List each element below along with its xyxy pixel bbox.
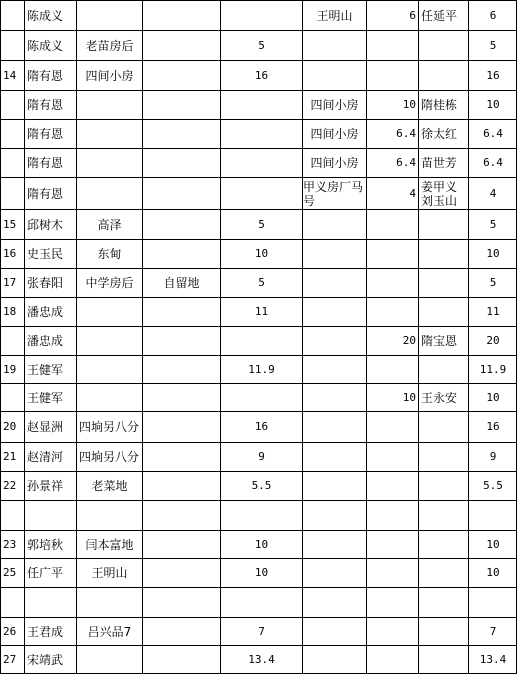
cell-area (221, 1, 302, 30)
cell-to-loc: 四间小房 (310, 98, 359, 112)
cell-note (143, 120, 220, 148)
cell-name: 隋有恩 (27, 98, 64, 112)
cell-note (143, 210, 220, 239)
cell-note (143, 149, 220, 177)
cell-total (469, 501, 517, 530)
cell-no: 20 (3, 420, 17, 433)
cell-loc: 闫本富地 (85, 537, 134, 552)
cell-to-name (419, 298, 468, 326)
cell-total: 5 (489, 217, 497, 231)
cell-loc: 东甸 (97, 247, 122, 261)
cell-to-name (419, 443, 468, 471)
cell-total: 10 (486, 247, 500, 260)
cell-name: 潘忠成 (27, 334, 64, 348)
cell-to-name (419, 412, 468, 442)
cell-note (143, 61, 220, 90)
cell-to-name (419, 646, 468, 674)
cell-to-name (419, 240, 468, 268)
cell-total: 5 (489, 38, 497, 52)
cell-area: 5 (258, 38, 265, 52)
cell-to-area (367, 412, 418, 442)
cell-area (221, 178, 302, 209)
cell-name (25, 588, 76, 617)
cell-to-name (419, 356, 468, 383)
cell-note (143, 1, 220, 30)
cell-no: 25 (3, 566, 17, 579)
cell-no: 22 (3, 479, 17, 492)
cell-to-name: 任延平 (421, 8, 458, 23)
cell-to-area (367, 31, 418, 60)
cell-total (469, 588, 517, 617)
cell-to-name (419, 531, 468, 558)
cell-to-name (419, 472, 468, 500)
cell-total: 9 (489, 450, 497, 463)
cell-to-loc (303, 384, 366, 411)
cell-loc (77, 646, 142, 674)
cell-no: 16 (3, 247, 17, 260)
cell-name: 宋靖武 (27, 653, 64, 667)
cell-note (143, 559, 220, 587)
cell-loc (77, 384, 142, 411)
cell-to-loc (303, 646, 366, 674)
cell-loc: 中学房后 (85, 276, 134, 290)
cell-loc: 高泽 (97, 217, 122, 232)
cell-area: 10 (254, 247, 269, 260)
cell-to-area (367, 61, 418, 90)
cell-to-loc (303, 443, 366, 471)
cell-area: 7 (258, 624, 265, 638)
cell-area (221, 91, 302, 119)
cell-no (1, 327, 24, 355)
cell-name: 隋有恩 (27, 127, 64, 141)
cell-no (1, 384, 24, 411)
cell-to-loc (303, 327, 366, 355)
cell-to-name (419, 31, 468, 60)
cell-note (143, 356, 220, 383)
cell-to-loc (303, 501, 366, 530)
cell-name: 陈成义 (27, 38, 64, 53)
cell-note (143, 178, 220, 209)
cell-total: 5.5 (483, 479, 503, 492)
cell-to-area (367, 210, 418, 239)
cell-loc (77, 120, 142, 148)
cell-to-loc: 四间小房 (310, 156, 359, 170)
cell-no: 19 (3, 362, 17, 376)
cell-to-loc: 四间小房 (310, 127, 359, 141)
cell-note (143, 588, 220, 617)
cell-name: 郭培秋 (27, 537, 64, 552)
cell-name: 隋有恩 (27, 186, 64, 201)
cell-no (1, 91, 24, 119)
cell-total: 10 (486, 537, 500, 551)
cell-no (1, 149, 24, 177)
cell-to-name (419, 559, 468, 587)
cell-to-name: 徐太红 (421, 127, 458, 141)
cell-to-loc (303, 269, 366, 297)
cell-to-name (419, 61, 468, 90)
cell-name: 王健军 (27, 390, 64, 405)
cell-total: 7 (489, 624, 497, 638)
cell-note (143, 240, 220, 268)
cell-loc (77, 298, 142, 326)
cell-loc: 老苗房后 (85, 38, 134, 53)
cell-to-area (367, 646, 418, 674)
cell-name: 史玉民 (27, 247, 64, 261)
cell-area: 11 (254, 305, 269, 318)
cell-name: 孙景祥 (27, 479, 64, 493)
cell-area (221, 384, 302, 411)
cell-area (221, 327, 302, 355)
cell-to-loc: 甲义房厂马号 (303, 179, 364, 208)
cell-name: 赵清河 (27, 450, 64, 464)
cell-name: 王君成 (27, 624, 64, 639)
cell-to-loc (303, 61, 366, 90)
cell-to-area (367, 559, 418, 587)
cell-total: 6 (489, 8, 497, 22)
cell-name: 张春阳 (27, 276, 64, 290)
cell-name: 潘忠成 (27, 305, 64, 319)
cell-loc (77, 91, 142, 119)
cell-to-area: 10 (402, 390, 416, 404)
cell-to-name (419, 269, 468, 297)
cell-note (143, 327, 220, 355)
cell-name: 隋有恩 (27, 68, 64, 83)
cell-no (1, 178, 24, 209)
cell-to-loc (303, 31, 366, 60)
cell-note (143, 31, 220, 60)
cell-loc: 王明山 (91, 566, 128, 580)
cell-area: 16 (254, 420, 269, 433)
cell-no: 21 (3, 450, 17, 463)
cell-to-name: 隋宝恩 (421, 334, 458, 348)
cell-to-name (419, 588, 468, 617)
cell-to-name: 隋桂栋 (421, 98, 458, 112)
cell-to-loc (303, 472, 366, 500)
cell-no (1, 120, 24, 148)
cell-loc (77, 501, 142, 530)
cell-no (1, 31, 24, 60)
cell-to-area: 6.4 (396, 156, 416, 169)
cell-to-area (367, 501, 418, 530)
cell-name (25, 501, 76, 530)
cell-note (143, 618, 220, 645)
cell-no: 17 (3, 276, 17, 289)
cell-area (221, 149, 302, 177)
cell-loc (77, 588, 142, 617)
cell-no: 23 (3, 537, 17, 551)
cell-note (143, 443, 220, 471)
cell-note (143, 501, 220, 530)
cell-to-loc (303, 356, 366, 383)
cell-name: 任广平 (27, 566, 64, 580)
cell-to-name (419, 210, 468, 239)
cell-note (143, 472, 220, 500)
cell-to-area (367, 588, 418, 617)
cell-to-area (367, 443, 418, 471)
cell-total: 6.4 (483, 127, 503, 140)
cell-total: 13.4 (479, 653, 507, 666)
cell-no: 14 (3, 68, 17, 82)
cell-note: 自留地 (163, 276, 200, 290)
cell-total: 10 (486, 98, 500, 111)
cell-total: 16 (486, 420, 500, 433)
cell-total: 4 (489, 186, 497, 200)
cell-no (1, 501, 24, 530)
cell-no: 26 (3, 624, 17, 638)
cell-no: 27 (3, 653, 17, 666)
cell-note (143, 646, 220, 674)
cell-area (221, 120, 302, 148)
cell-to-name (419, 618, 468, 645)
cell-to-area (367, 618, 418, 645)
cell-area: 13.4 (248, 653, 275, 666)
cell-to-area (367, 269, 418, 297)
cell-name: 王健军 (27, 362, 64, 377)
cell-name: 赵显洲 (27, 420, 64, 434)
cell-name: 陈成义 (27, 8, 64, 23)
cell-name: 邱树木 (27, 217, 64, 232)
cell-to-loc (303, 298, 366, 326)
cell-to-area (367, 298, 418, 326)
cell-no (1, 1, 24, 30)
cell-to-name: 苗世芳 (421, 156, 458, 170)
cell-area: 16 (254, 68, 269, 82)
cell-loc: 四垧另八分 (79, 420, 140, 434)
cell-no: 18 (3, 305, 17, 318)
cell-loc (77, 1, 142, 30)
cell-to-loc (303, 588, 366, 617)
cell-total: 20 (486, 334, 500, 347)
cell-note (143, 412, 220, 442)
cell-no: 15 (3, 217, 17, 231)
cell-to-area (367, 472, 418, 500)
cell-area: 9 (258, 450, 265, 463)
cell-loc: 四间小房 (85, 68, 134, 83)
cell-to-loc: 王明山 (316, 8, 353, 23)
cell-area: 11.9 (248, 362, 275, 376)
cell-area (221, 588, 302, 617)
cell-to-area (367, 531, 418, 558)
cell-area: 10 (254, 566, 269, 579)
cell-loc (77, 178, 142, 209)
cell-total: 11 (486, 305, 500, 318)
cell-note (143, 384, 220, 411)
cell-loc: 老菜地 (91, 479, 128, 493)
cell-area: 5.5 (251, 479, 272, 492)
cell-to-area (367, 356, 418, 383)
cell-loc: 四垧另八分 (79, 450, 140, 464)
cell-to-name: 姜甲义刘玉山 (421, 179, 458, 208)
cell-to-loc (303, 412, 366, 442)
cell-to-area: 6 (409, 8, 416, 22)
cell-loc (77, 327, 142, 355)
cell-to-area: 10 (402, 98, 416, 111)
cell-to-loc (303, 531, 366, 558)
cell-to-loc (303, 210, 366, 239)
cell-to-area: 6.4 (396, 127, 416, 140)
cell-to-area: 20 (402, 334, 416, 347)
cell-to-loc (303, 240, 366, 268)
cell-total: 11.9 (479, 362, 507, 376)
cell-to-area (367, 240, 418, 268)
cell-note (143, 298, 220, 326)
cell-to-loc (303, 559, 366, 587)
cell-loc (77, 149, 142, 177)
cell-area (221, 501, 302, 530)
cell-total: 5 (489, 276, 497, 289)
cell-to-name (419, 501, 468, 530)
cell-area: 5 (258, 276, 265, 289)
cell-total: 6.4 (483, 156, 503, 169)
cell-note (143, 531, 220, 558)
cell-to-loc (303, 618, 366, 645)
cell-loc (77, 356, 142, 383)
cell-loc: 吕兴品7 (87, 624, 132, 639)
cell-area: 5 (258, 217, 265, 231)
cell-total: 10 (486, 390, 500, 404)
cell-total: 10 (486, 566, 500, 579)
cell-area: 10 (254, 537, 269, 551)
cell-to-area: 4 (409, 186, 416, 200)
cell-total: 16 (486, 68, 500, 82)
cell-name: 隋有恩 (27, 156, 64, 170)
cell-note (143, 91, 220, 119)
cell-to-name: 王永安 (421, 390, 458, 405)
cell-no (1, 588, 24, 617)
